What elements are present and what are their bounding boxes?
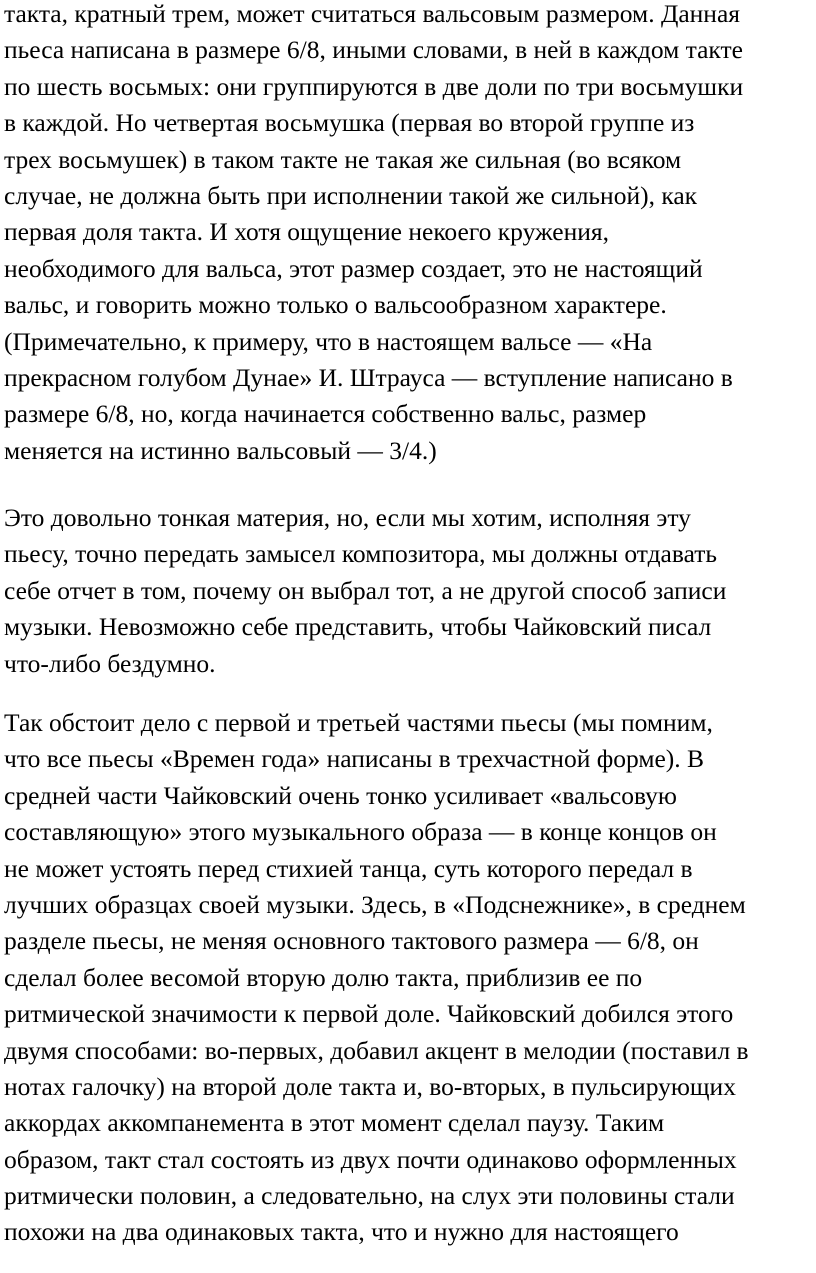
text-line: такта, кратный трем, может считаться вальсовым размером. Данная bbox=[4, 0, 741, 28]
text-line: составляющую» этого музыкального образа — в конце концов он bbox=[4, 817, 717, 847]
text-line: Это довольно тонкая материя, но, если мы хотим, исполняя эту bbox=[4, 503, 691, 532]
text-line: ритмически половин, а следовательно, на слух эти половины стали bbox=[4, 1181, 735, 1211]
text-line: случае, не должна быть при исполнении такой же сильной), как bbox=[4, 180, 698, 210]
text-line: похожи на два одинаковых такта, что и нужно для настоящего bbox=[4, 1217, 679, 1247]
text-line: необходимого для вальса, этот размер создает, это не настоящий bbox=[4, 253, 703, 283]
text-line: себе отчет в том, почему он выбрал тот, а не другой способ записи bbox=[4, 575, 727, 605]
text-line: по шесть восьмых: они группируются в две доли по три восьмушки bbox=[4, 71, 744, 101]
text-line: лучших образцах своей музыки. Здесь, в «Подснежнике», в среднем bbox=[4, 889, 746, 919]
text-line: размере 6/8, но, когда начинается собственно вальс, размер bbox=[4, 399, 647, 429]
text-line: что все пьесы «Времен года» написаны в трехчастной форме). В bbox=[4, 744, 705, 774]
text-line: двумя способами: во-первых, добавил акцент в мелодии (поставил в bbox=[4, 1035, 749, 1065]
text-line: не может устоять перед стихией танца, суть которого передал в bbox=[4, 853, 693, 883]
text-line: пьесу, точно передать замысел композитора, мы должны отдавать bbox=[4, 539, 718, 569]
text-line: меняется на истинно вальсовый — 3/4.) bbox=[4, 435, 437, 465]
text-line: первая доля такта. И хотя ощущение некоего кружения, bbox=[4, 217, 609, 247]
text-line: сделал более весомой вторую долю такта, приблизив ее по bbox=[4, 962, 643, 992]
text-line: прекрасном голубом Дунае» И. Штрауса — вступление написано в bbox=[4, 362, 733, 392]
text-line: средней части Чайковский очень тонко усиливает «вальсовую bbox=[4, 780, 677, 810]
text-line: вальс, и говорить можно только о вальсообразном характере. bbox=[4, 290, 667, 320]
text-line: пьеса написана в размере 6/8, иными словами, в ней в каждом такте bbox=[4, 35, 743, 65]
text-line: образом, такт стал состоять из двух почти одинаково оформленных bbox=[4, 1144, 737, 1174]
text-line: аккордах аккомпанемента в этот момент сделал паузу. Таким bbox=[4, 1108, 665, 1138]
paragraph-3 bbox=[4, 705, 816, 1251]
text-line: ритмической значимости к первой доле. Чайковский добился этого bbox=[4, 999, 734, 1029]
text-line: нотах галочку) на второй доле такта и, во-вторых, в пульсирующих bbox=[4, 1071, 736, 1101]
text-line: трех восьмушек) в таком такте не такая же сильная (во всяком bbox=[4, 144, 682, 174]
text-line: музыки. Невозможно себе представить, чтобы Чайковский писал bbox=[4, 612, 712, 642]
text-line: разделе пьесы, не меняя основного тактового размера — 6/8, он bbox=[4, 926, 699, 956]
text-line: (Примечательно, к примеру, что в настоящем вальсе — «На bbox=[4, 326, 653, 356]
paragraph-1 bbox=[4, 0, 816, 469]
text-line: что-либо бездумно. bbox=[4, 648, 216, 678]
text-line: в каждой. Но четвертая восьмушка (первая во второй группе из bbox=[4, 108, 695, 138]
text-line: Так обстоит дело с первой и третьей частями пьесы (мы помним, bbox=[4, 708, 713, 737]
paragraph-2 bbox=[4, 500, 816, 682]
